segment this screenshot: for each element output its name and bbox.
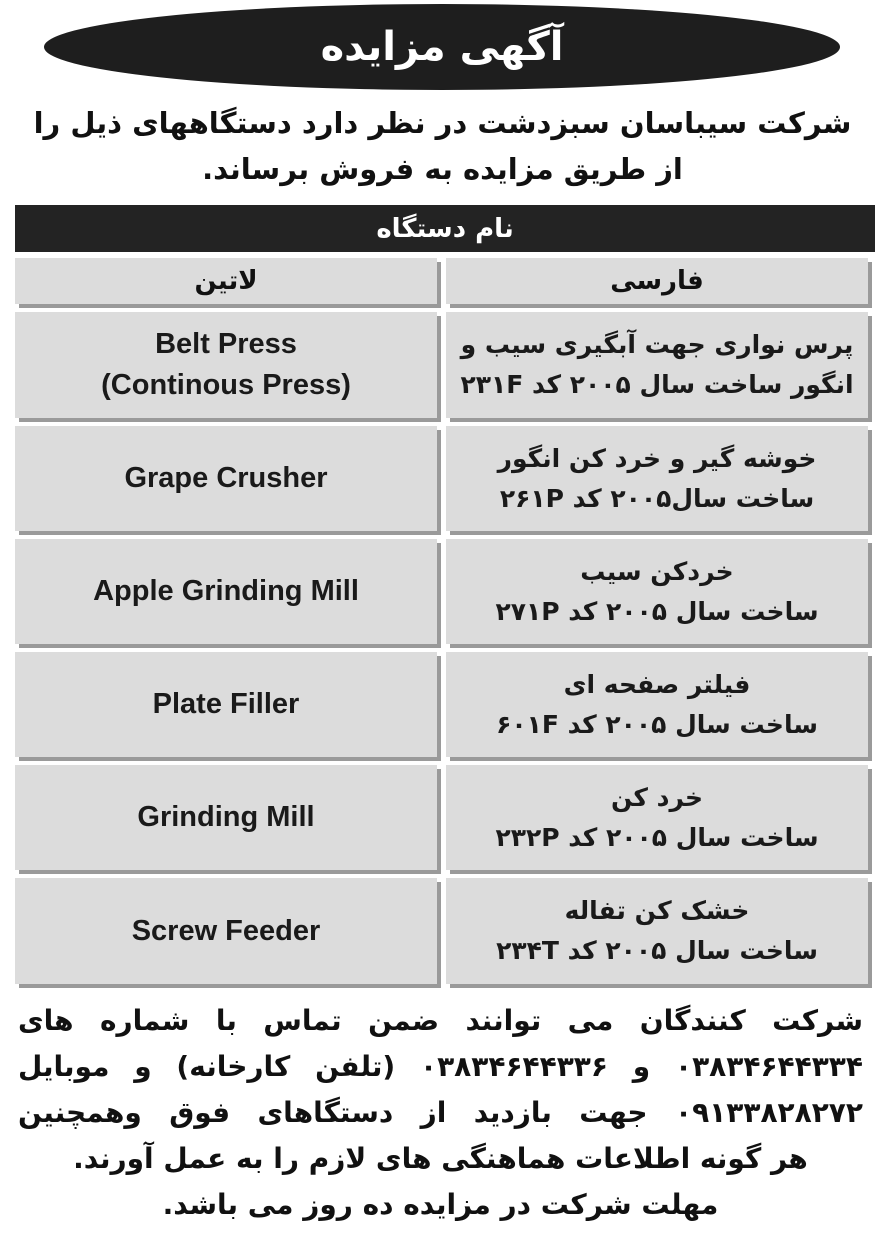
table-row-latin — [15, 539, 437, 644]
table-row-latin — [15, 878, 437, 984]
persian-detail: انگور ساخت سال ۲۰۰۵ کد ۲۳۱F — [460, 370, 854, 399]
persian-name: پرس نواری جهت آبگیری سیب و — [460, 330, 854, 359]
persian-name: خرد کن — [610, 782, 704, 812]
intro-text — [20, 100, 865, 192]
table-row-persian — [446, 312, 868, 418]
table-header: نام دستگاه — [15, 205, 875, 252]
ad-title: آگهی مزایده — [320, 24, 564, 70]
column-header-persian: فارسی — [446, 258, 868, 304]
footer-line: ۰۹۱۳۳۸۲۸۲۷۲ جهت بازدید از دستگاهای فوق وهمچنین — [18, 1096, 863, 1129]
table-row-latin — [15, 312, 437, 418]
footer-text — [18, 998, 863, 1228]
table-row-latin — [15, 426, 437, 531]
persian-detail: ساخت سال ۲۰۰۵ کد ۲۳۴T — [496, 936, 818, 965]
intro-line: شرکت سیباسان سبزدشت در نظر دارد دستگاههای ذیل را — [33, 106, 852, 140]
persian-name: خردکن سیب — [580, 556, 734, 586]
latin-name-sub: (Continous Press) — [101, 369, 351, 401]
latin-name: Grape Crusher — [124, 462, 328, 494]
footer-line: ۰۳۸۳۴۶۴۴۳۳۴ و ۰۳۸۳۴۶۴۴۳۳۶ (تلفن کارخانه) و موبایل — [18, 1050, 863, 1083]
title-banner — [44, 4, 840, 90]
latin-name: Belt Press — [155, 328, 297, 360]
latin-name: Plate Filler — [152, 688, 300, 720]
latin-name: Grinding Mill — [137, 801, 315, 833]
footer-line: مهلت شرکت در مزایده ده روز می باشد. — [162, 1188, 719, 1221]
latin-name: Apple Grinding Mill — [93, 575, 359, 607]
persian-name: فیلتر صفحه ای — [563, 669, 751, 699]
footer-line: شرکت کنندگان می توانند ضمن تماس با شماره های — [18, 1004, 863, 1037]
table-row-persian — [446, 878, 868, 984]
footer-line: هر گونه اطلاعات هماهنگی های لازم را به عمل آورند. — [73, 1142, 808, 1175]
persian-name: خشک کن تفاله — [564, 896, 750, 925]
column-header-latin: لاتین — [15, 258, 437, 304]
table-row-persian — [446, 765, 868, 870]
persian-detail: ساخت سال ۲۰۰۵ کد ۲۳۲P — [495, 822, 819, 852]
persian-detail: ساخت سال ۲۰۰۵ کد ۲۷۱P — [495, 596, 819, 626]
table-row-latin — [15, 652, 437, 757]
table-row-latin — [15, 765, 437, 870]
latin-name: Screw Feeder — [131, 914, 321, 947]
persian-name: خوشه گیر و خرد کن انگور — [497, 443, 817, 473]
table-row-persian — [446, 539, 868, 644]
persian-detail: ساخت سال ۲۰۰۵ کد ۶۰۱F — [496, 709, 818, 739]
table-row-persian — [446, 426, 868, 531]
table-row-persian — [446, 652, 868, 757]
intro-line: از طریق مزایده به فروش برساند. — [202, 152, 683, 186]
persian-detail: ساخت سال۲۰۰۵ کد ۲۶۱P — [499, 483, 815, 513]
